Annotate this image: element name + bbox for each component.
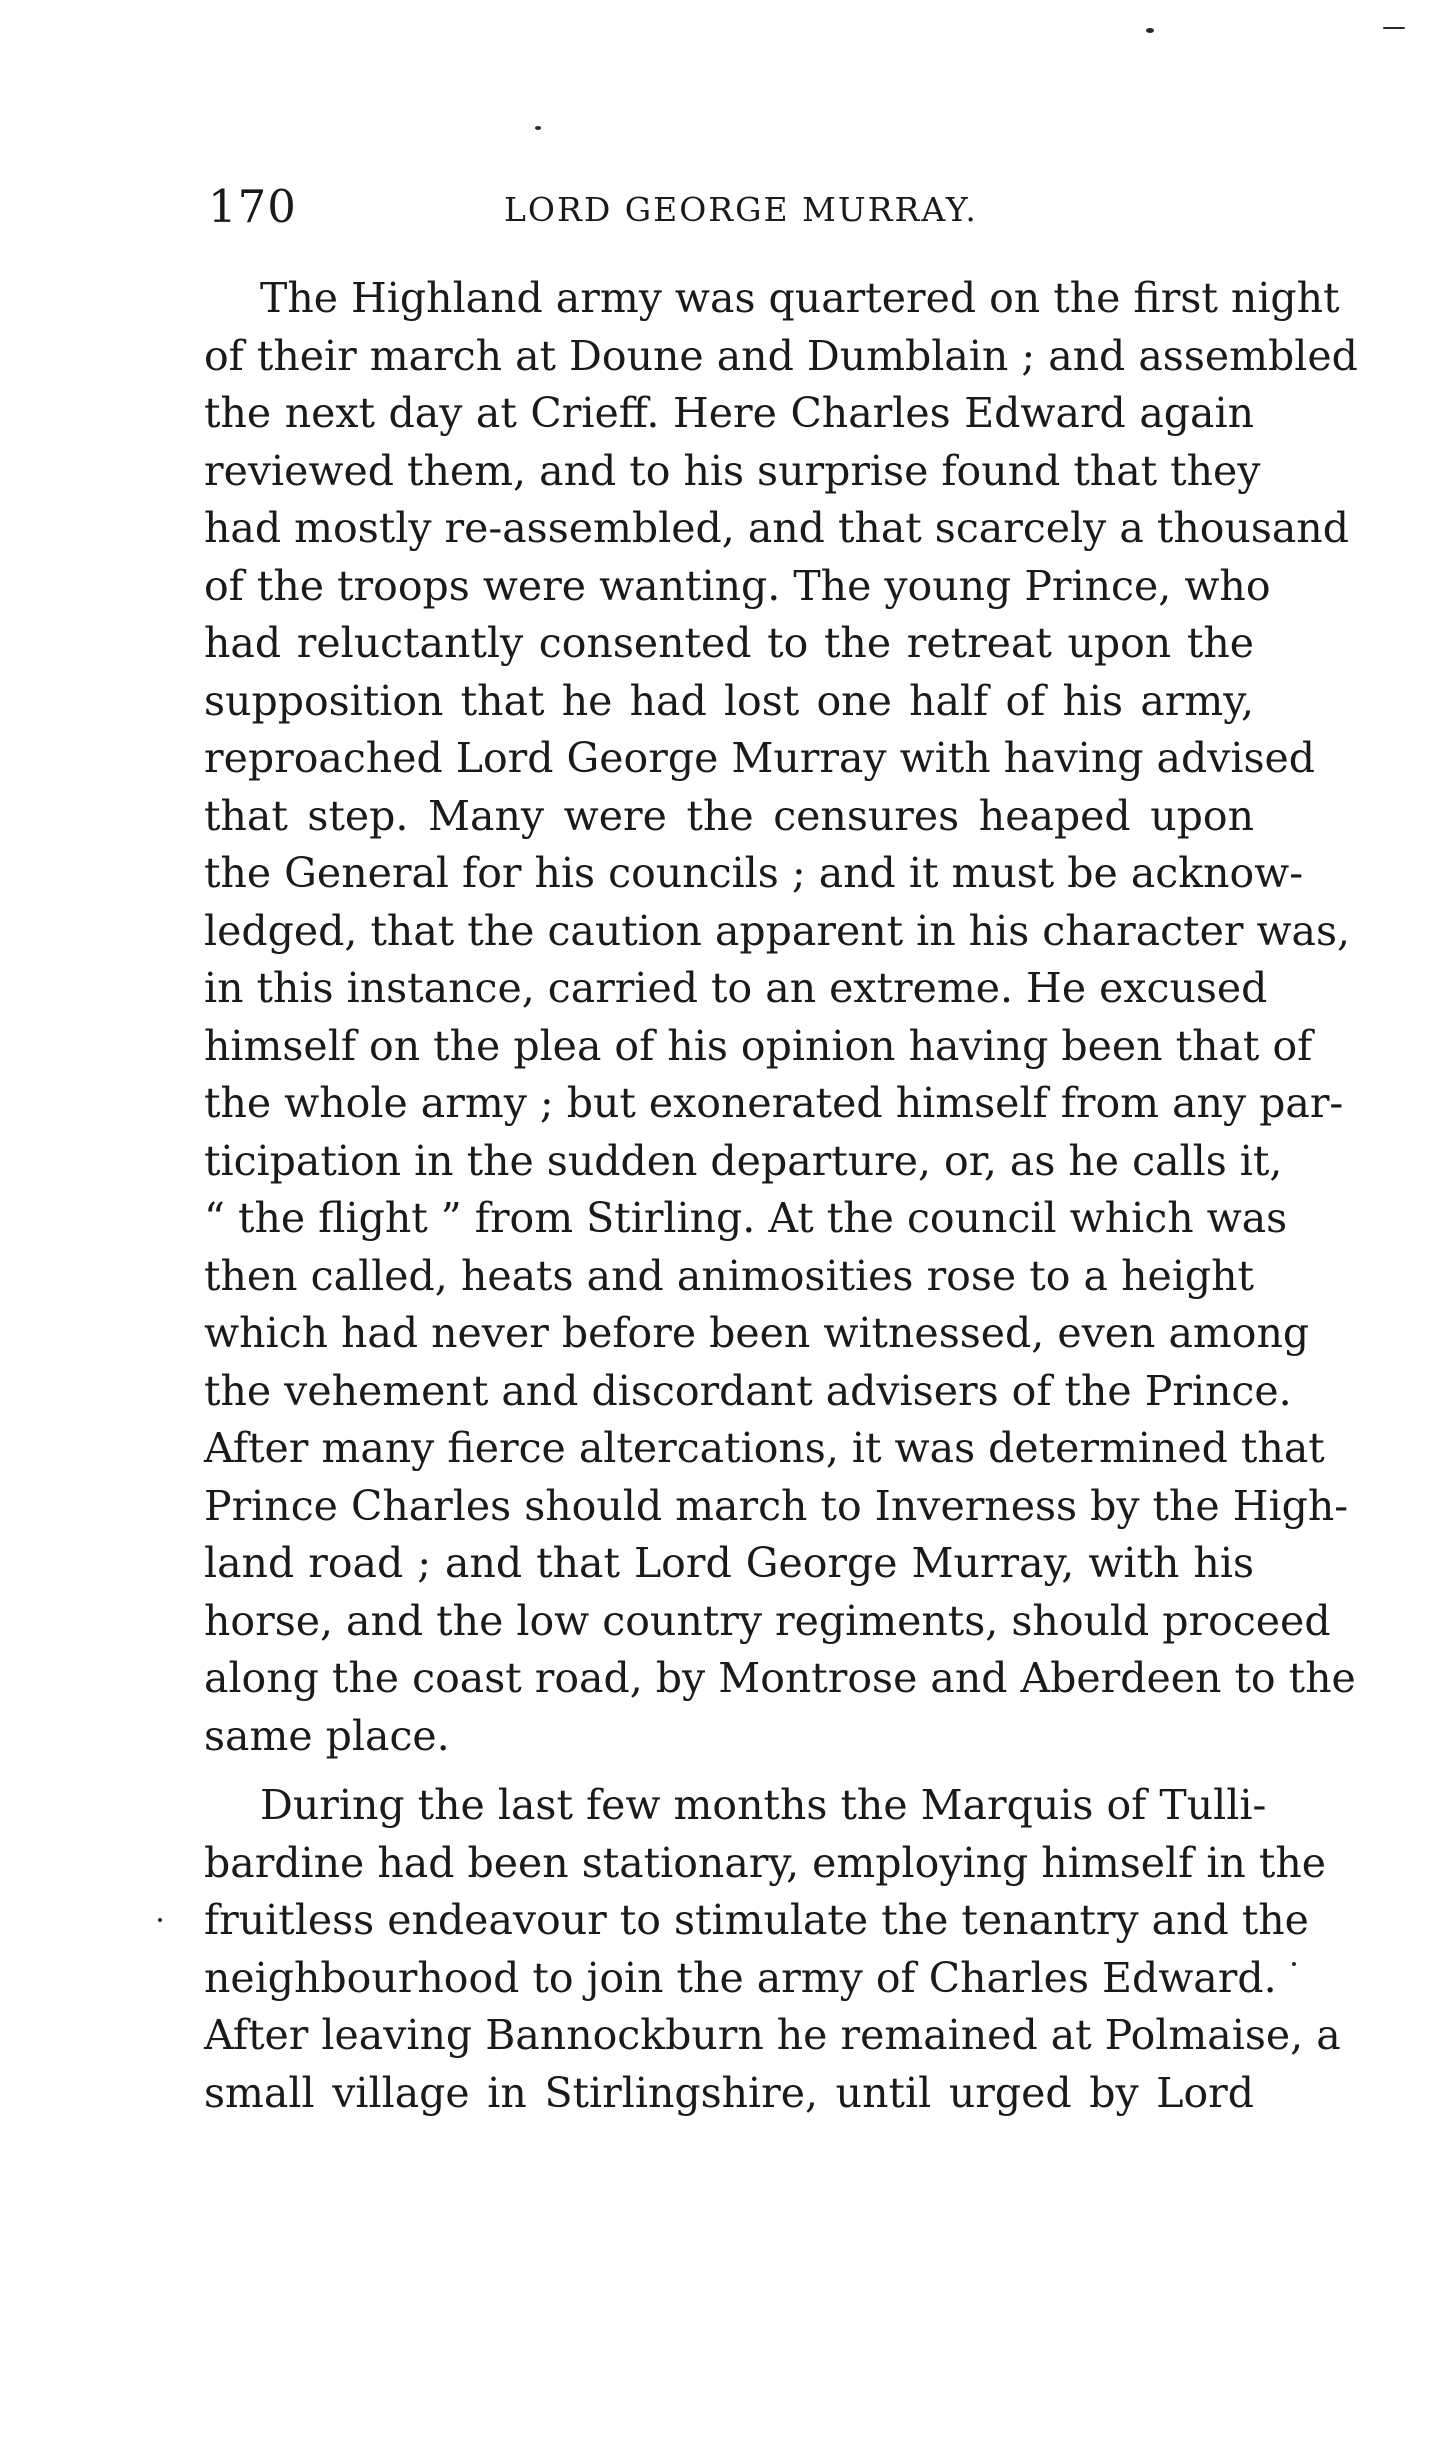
text-line: that step. Many were the censures heaped upon [204, 791, 1254, 840]
text-line: The Highland army was quartered on the first night [260, 274, 1340, 322]
text-line: reproached Lord George Murray with having advised [204, 734, 1316, 782]
print-speck [1383, 27, 1405, 29]
text-line: of the troops were wanting. The young Prince, who [204, 561, 1271, 610]
text-line: After leaving Bannockburn he remained at Polmaise, a [204, 2011, 1341, 2059]
text-line: the next day at Crieff. Here Charles Edward again [204, 389, 1254, 437]
text-line: which had never before been witnessed, even among [204, 1309, 1310, 1357]
text-line: had mostly re-assembled, and that scarcely a thousand [204, 504, 1349, 552]
text-line: During the last few months the Marquis of Tulli- [260, 1781, 1267, 1829]
page-header [208, 182, 1208, 242]
text-line: bardine had been stationary, employing himself in the [204, 1838, 1327, 1887]
print-speck [1292, 1962, 1296, 1966]
text-line: reviewed them, and to his surprise found that they [204, 446, 1261, 495]
text-line: himself on the plea of his opinion having been that of [204, 1021, 1313, 1070]
text-line: After many fierce altercations, it was determined that [204, 1424, 1325, 1472]
page-number: 170 [208, 180, 297, 233]
text-line: fruitless endeavour to stimulate the tenantry and the [204, 1896, 1309, 1944]
print-speck [1146, 28, 1154, 33]
text-line: land road ; and that Lord George Murray, with his [204, 1539, 1254, 1587]
text-line: ticipation in the sudden departure, or, as he calls it, [204, 1136, 1283, 1185]
text-line: then called, heats and animosities rose to a height [204, 1251, 1254, 1300]
print-speck [158, 1918, 162, 1922]
text-line: “ the flight ” from Stirling. At the council which was [204, 1194, 1288, 1242]
text-line: of their march at Doune and Dumblain ; and assembled [204, 331, 1358, 380]
running-head: LORD GEORGE MURRAY. [504, 190, 978, 229]
body-text [204, 270, 1358, 2122]
text-line: had reluctantly consented to the retreat upon the [204, 619, 1254, 667]
text-line: neighbourhood to join the army of Charles Edward. [204, 1953, 1277, 2002]
text-line: the vehement and discordant advisers of the Prince. [204, 1366, 1292, 1415]
text-line: Prince Charles should march to Inverness by the High- [204, 1481, 1349, 1530]
text-line: horse, and the low country regiments, should proceed [204, 1596, 1331, 1645]
text-line: the whole army ; but exonerated himself from any par- [204, 1079, 1344, 1127]
print-speck [535, 126, 541, 130]
text-line: the General for his councils ; and it must be acknow- [204, 849, 1304, 897]
text-line: along the coast road, by Montrose and Aberdeen to the [204, 1654, 1356, 1702]
text-line: ledged, that the caution apparent in his character was, [204, 906, 1351, 955]
text-line-last: same place. [204, 1711, 450, 1760]
text-line: supposition that he had lost one half of his army, [204, 676, 1254, 725]
text-line: in this instance, carried to an extreme. He excused [204, 964, 1268, 1012]
text-line: small village in Stirlingshire, until urged by Lord [204, 2068, 1254, 2117]
